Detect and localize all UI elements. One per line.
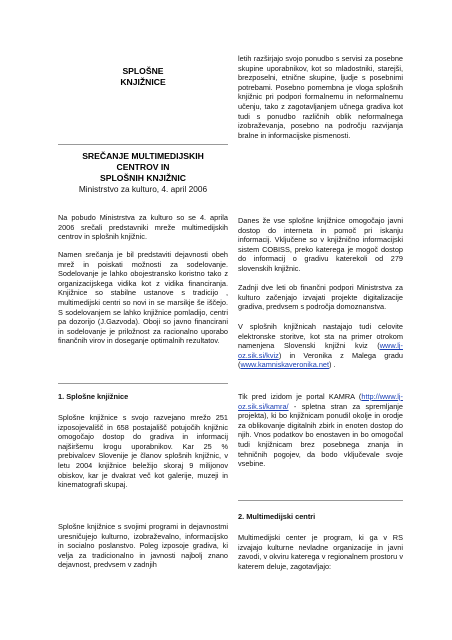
intro-paragraph-1: Na pobudo Ministrstva za kulturo so se 4. aprila 2006 srečali predstavniki mreže multimedijskih centrov in splošnih knjižnic. (58, 213, 228, 242)
heading-line-3: SPLOŠNIH KNJIŽNIC (100, 173, 186, 183)
article-heading (58, 151, 228, 184)
document-title (58, 66, 228, 88)
right-paragraph-1: letih razširjajo svojo ponudbo s servisi za posebne skupine uporabnikov, kot so mladostniki, starejši, brezposelni, etnične skupine, ljudje s posebnimi potrebami. Posebno pomembna je vloga splošnih knjižnic pri podpori formalnemu in neformalnemu učenju, tako z zagotavljanjem učnega gradiva kot tudi s ponudbo različnih oblik neformalnega izobraževanja, posebno na področju razvijanja bralne in informacijske pismenosti. (238, 54, 403, 140)
kamra-link[interactable]: http://www.lj-oz.sik.si/kamra/ (238, 392, 403, 411)
heading-line-1: SREČANJE MULTIMEDIJSKIH (82, 151, 204, 161)
section-2-heading: 2. Multimedijski centri (238, 512, 316, 521)
right-paragraph-2: Danes že vse splošne knjižnice omogočajo javni dostop do interneta in pomoč pri iskanju informacij. Vključene so v knjižnično informacijski sistem COBISS, preko katerega je mogoč dostop do informacij o gradivu katerekoli od 279 slovenskih knjižnic. (238, 216, 403, 273)
section-1-paragraph-2: Splošne knjižnice s svojimi programi in dejavnostmi uresničujejo kulturno, izobraževalno, informacijsko in socialno poslanstvo. Poleg izposoje gradiva, ki velja za tradicionalno in javnosti najbolj znano dejavnost, predvsem v zadnjih (58, 522, 228, 570)
heading-line-2: CENTROV IN (116, 162, 170, 172)
divider-after-title (58, 144, 228, 145)
title-line-2: KNJIŽNICE (120, 77, 166, 87)
p4-text-a: V splošnih knjižnicah nastajajo tudi celovite elektronske storitve, kot sta na primer otrokom namenjena Slovenski knjižni kviz ( (238, 322, 403, 351)
p4-text-b: ) in Veronika z Malega gradu ( (238, 350, 403, 370)
divider-before-section-2 (238, 500, 403, 501)
right-paragraph-5 (238, 392, 403, 469)
veronika-link[interactable]: www.kamniskaveronika.net (240, 360, 330, 370)
right-paragraph-4 (238, 322, 403, 370)
p5-text-b: - spletna stran za spremljanje projekta), ki bo knjižnicam ponudil okolje in orodje za oblikovanje digitalnih zbirk in enoten dostop do njih. Vnos podatkov bo enostaven in bo omogočal tudi knjižnicam brez posebnega znanja in tehničnih pogojev, da bodo vključevale svoje vsebine. (238, 401, 403, 469)
kviz-link[interactable]: www.lj-oz.sik.si/kviz (238, 341, 403, 360)
section-2-paragraph-1: Multimedijski center je program, ki ga v RS izvajajo kulturne nevladne organizacije in javni zavodi, v okviru katerega v regionalnem prostoru v katerem deluje, zagotavljajo: (238, 533, 403, 571)
p5-text-a: Tik pred izidom je portal KAMRA ( (238, 392, 362, 401)
divider-before-section-1 (58, 383, 228, 384)
right-paragraph-3: Zadnji dve leti ob finančni podpori Ministrstva za kulturo začenjajo izvajati projekte digitalizacije gradiva, predvsem s področja domoznanstva. (238, 283, 403, 312)
byline: Ministrstvo za kulturo, 4. april 2006 (78, 184, 208, 194)
section-1-heading: 1. Splošne knjižnice (58, 392, 129, 401)
section-1-paragraph-1: Splošne knjižnice s svojo razvejano mrežo 251 izposojevališč in 658 postajališč potujočih knjižnic omogočajo dostop do gradiva in informacij najširšemu krogu uporabnikov. Kar 25 % prebivalcev Slovenije je članov splošnih knjižnic, v letu 2004 knjižnice beležijo skoraj 9 milijonov obiskov, kar je dvakrat več kot galerije, muzeji in kinematografi skupaj. (58, 413, 228, 490)
intro-paragraph-2: Namen srečanja je bil predstaviti dejavnosti obeh mrež in poiskati možnosti za sodelovanje. Sodelovanje je lahko obojestransko koristno tako z organizacijskega vidika kot z vidika financiranja. Knjižnice so stabilne ustanove s tradicijo , multimedijski centri so novi in se marsikje še iščejo. S sodelovanjem se lahko knjižnice pomladijo, centri pa dozorijo (J.Gazvoda). Oboji so javno financirani in sodelovanje je priložnost za racionalno uporabo finančnih virov in doseganje optimalnih rezultatov. (58, 250, 228, 346)
p4-text-c: ) . (329, 360, 336, 370)
title-line-1: SPLOŠNE (122, 66, 164, 76)
